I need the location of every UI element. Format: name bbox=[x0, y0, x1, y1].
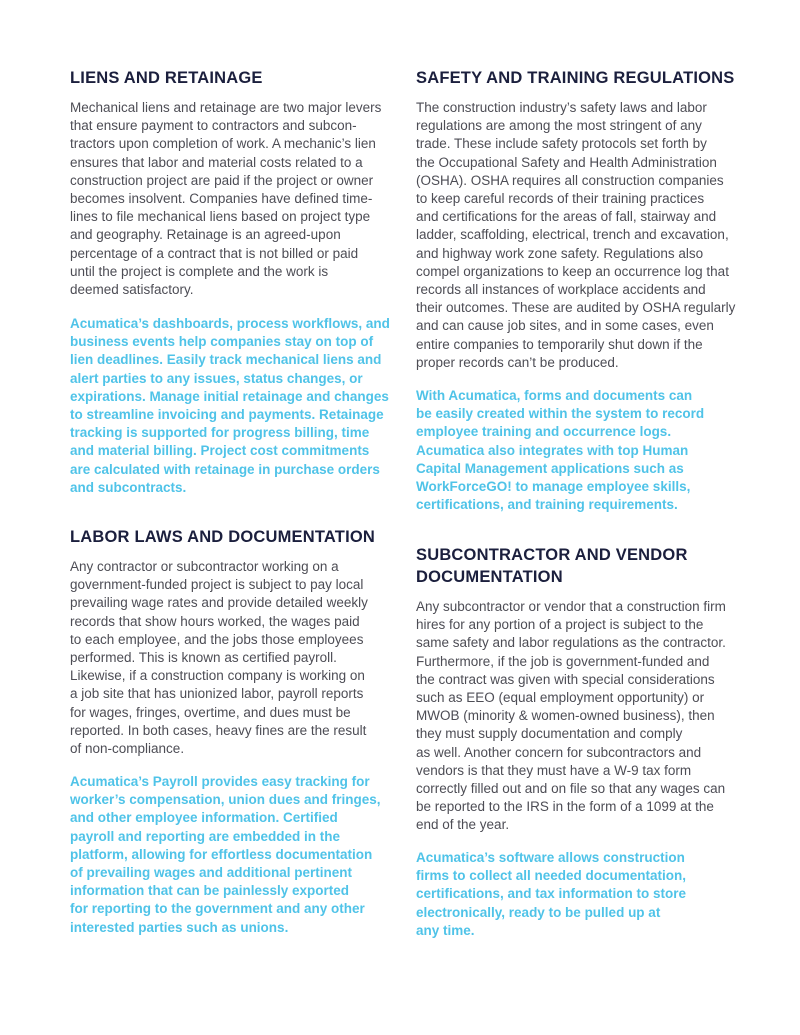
labor-heading bbox=[70, 526, 375, 548]
labor-body-line: performed. This is known as certified payroll. bbox=[70, 650, 337, 666]
liens-body-line: until the project is complete and the work is bbox=[70, 263, 329, 279]
subcontractor-highlight bbox=[416, 849, 686, 940]
safety-body-line: regulations are among the most stringent of any bbox=[416, 118, 702, 134]
liens-highlight-line: alert parties to any issues, status changes, or bbox=[70, 370, 363, 386]
labor-body-line: for wages, fringes, overtime, and dues must be bbox=[70, 704, 351, 720]
labor-body-line: a job site that has unionized labor, payroll reports bbox=[70, 686, 364, 702]
liens-body-line: becomes insolvent. Companies have defined time- bbox=[70, 191, 373, 207]
subcontractor-body-line: be reported to the IRS in the form of a 1099 at the bbox=[416, 799, 714, 815]
safety-body bbox=[416, 99, 735, 372]
labor-body-line: Likewise, if a construction company is working on bbox=[70, 668, 365, 684]
labor-body-line: prevailing wage rates and provide detailed weekly bbox=[70, 595, 368, 611]
safety-highlight-line: certifications, and training requirements. bbox=[416, 497, 678, 513]
liens-body-line: lines to file mechanical liens based on project type bbox=[70, 209, 371, 225]
liens-heading-line: LIENS AND RETAINAGE bbox=[70, 69, 263, 87]
liens-body-line: and geography. Retainage is an agreed-upon bbox=[70, 227, 341, 243]
liens-highlight-line: to streamline invoicing and payments. Retainage bbox=[70, 407, 384, 423]
labor-highlight-line: worker’s compensation, union dues and fringes, bbox=[70, 792, 381, 808]
safety-body-line: The construction industry’s safety laws and labor bbox=[416, 100, 707, 115]
safety-highlight-line: Acumatica also integrates with top Human bbox=[416, 442, 689, 458]
liens-highlight-line: business events help companies stay on top of bbox=[70, 334, 374, 350]
safety-highlight-line: Capital Management applications such as bbox=[416, 460, 684, 476]
safety-body-line: trade. These include safety protocols set forth by bbox=[416, 136, 707, 152]
labor-body-line: government-funded project is subject to pay local bbox=[70, 577, 364, 593]
safety-body-line: entire companies to temporarily shut down if the bbox=[416, 336, 703, 352]
safety-body-line: the Occupational Safety and Health Administration bbox=[416, 154, 717, 170]
subcontractor-body-line: Furthermore, if the job is government-funded and bbox=[416, 653, 710, 669]
liens-highlight-line: lien deadlines. Easily track mechanical liens and bbox=[70, 352, 382, 368]
safety-highlight-line: be easily created within the system to record bbox=[416, 406, 705, 422]
safety-highlight-line: WorkForceGO! to manage employee skills, bbox=[416, 479, 691, 495]
subcontractor-highlight-line: any time. bbox=[416, 922, 475, 938]
subcontractor-heading bbox=[416, 544, 688, 588]
labor-highlight-line: of prevailing wages and additional pertinent bbox=[70, 865, 353, 881]
safety-highlight bbox=[416, 387, 704, 514]
safety-highlight-line: employee training and occurrence logs. bbox=[416, 424, 672, 440]
subcontractor-body-line: same safety and labor regulations as the contractor. bbox=[416, 635, 726, 651]
labor-heading-line: LABOR LAWS AND DOCUMENTATION bbox=[70, 528, 376, 546]
subcontractor-body-line: the contract was given with special considerations bbox=[416, 671, 715, 687]
labor-highlight-line: and other employee information. Certified bbox=[70, 810, 338, 826]
safety-body-line: compel organizations to keep an occurrence log that bbox=[416, 263, 729, 279]
safety-body-line: their outcomes. These are audited by OSHA regularly bbox=[416, 300, 736, 316]
subcontractor-highlight-line: Acumatica’s software allows construction bbox=[416, 850, 685, 865]
liens-highlight-line: Acumatica’s dashboards, process workflows, and bbox=[70, 316, 390, 331]
subcontractor-highlight-line: certifications, and tax information to store bbox=[416, 886, 687, 902]
labor-highlight-line: interested parties such as unions. bbox=[70, 919, 289, 935]
safety-body-line: and certifications for the areas of fall, stairway and bbox=[416, 209, 717, 225]
subcontractor-highlight-line: electronically, ready to be pulled up at bbox=[416, 904, 661, 920]
liens-highlight bbox=[70, 315, 390, 497]
safety-heading-line: SAFETY AND TRAINING REGULATIONS bbox=[416, 69, 735, 87]
labor-highlight bbox=[70, 773, 381, 937]
safety-body-line: ladder, scaffolding, electrical, trench and excavation, bbox=[416, 227, 729, 243]
liens-highlight-line: are calculated with retainage in purchase orders bbox=[70, 461, 380, 477]
safety-body-line: (OSHA). OSHA requires all construction companies bbox=[416, 172, 724, 188]
labor-body bbox=[70, 558, 368, 758]
safety-body-line: proper records can’t be produced. bbox=[416, 354, 619, 370]
liens-highlight-line: expirations. Manage initial retainage and changes bbox=[70, 388, 389, 404]
labor-body-line: of non-compliance. bbox=[70, 741, 185, 757]
liens-highlight-line: tracking is supported for progress billing, time bbox=[70, 425, 370, 441]
safety-highlight-line: With Acumatica, forms and documents can bbox=[416, 388, 693, 403]
labor-highlight-line: Acumatica’s Payroll provides easy tracking for bbox=[70, 774, 370, 789]
subcontractor-body bbox=[416, 598, 726, 835]
liens-highlight-line: and material billing. Project cost commitments bbox=[70, 443, 370, 459]
subcontractor-body-line: MWOB (minority & women-owned business), then bbox=[416, 708, 715, 724]
subcontractor-heading-line: DOCUMENTATION bbox=[416, 568, 563, 586]
labor-body-line: Any contractor or subcontractor working on a bbox=[70, 559, 339, 574]
safety-body-line: to keep careful records of their training practices bbox=[416, 191, 705, 207]
subcontractor-body-line: hires for any portion of a project is subject to the bbox=[416, 617, 704, 633]
subcontractor-heading-line: SUBCONTRACTOR AND VENDOR bbox=[416, 546, 688, 564]
subcontractor-body-line: such as EEO (equal employment opportunity) or bbox=[416, 690, 705, 706]
liens-body-line: that ensure payment to contractors and subcon- bbox=[70, 118, 357, 134]
liens-body-line: Mechanical liens and retainage are two major levers bbox=[70, 100, 382, 115]
subcontractor-body-line: vendors is that they must have a W-9 tax form bbox=[416, 762, 692, 778]
labor-highlight-line: payroll and reporting are embedded in the bbox=[70, 828, 341, 844]
labor-highlight-line: platform, allowing for effortless documentation bbox=[70, 846, 373, 862]
liens-body-line: deemed satisfactory. bbox=[70, 282, 194, 298]
labor-body-line: records that show hours worked, the wages paid bbox=[70, 613, 360, 629]
safety-body-line: and highway work zone safety. Regulations also bbox=[416, 245, 704, 261]
liens-heading bbox=[70, 67, 263, 89]
safety-heading bbox=[416, 67, 734, 89]
labor-highlight-line: information that can be painlessly exported bbox=[70, 883, 350, 899]
labor-highlight-line: for reporting to the government and any other bbox=[70, 901, 365, 917]
subcontractor-body-line: correctly filled out and on file so that any wages can bbox=[416, 781, 726, 797]
subcontractor-body-line: end of the year. bbox=[416, 817, 510, 833]
liens-highlight-line: and subcontracts. bbox=[70, 479, 187, 495]
labor-body-line: reported. In both cases, heavy fines are the result bbox=[70, 722, 367, 738]
liens-body-line: tractors upon completion of work. A mechanic’s lien bbox=[70, 136, 376, 152]
liens-body-line: ensures that labor and material costs related to a bbox=[70, 154, 363, 170]
safety-body-line: and can cause job sites, and in some cases, even bbox=[416, 318, 714, 334]
subcontractor-body-line: as well. Another concern for subcontractors and bbox=[416, 744, 702, 760]
safety-body-line: records all instances of workplace accidents and bbox=[416, 282, 706, 298]
subcontractor-body-line: Any subcontractor or vendor that a construction firm bbox=[416, 599, 726, 614]
subcontractor-body-line: they must supply documentation and comply bbox=[416, 726, 683, 742]
labor-body-line: to each employee, and the jobs those employees bbox=[70, 631, 364, 647]
liens-body bbox=[70, 99, 381, 299]
liens-body-line: construction project are paid if the project or owner bbox=[70, 172, 374, 188]
subcontractor-highlight-line: firms to collect all needed documentation, bbox=[416, 868, 687, 884]
liens-body-line: percentage of a contract that is not billed or paid bbox=[70, 245, 359, 261]
